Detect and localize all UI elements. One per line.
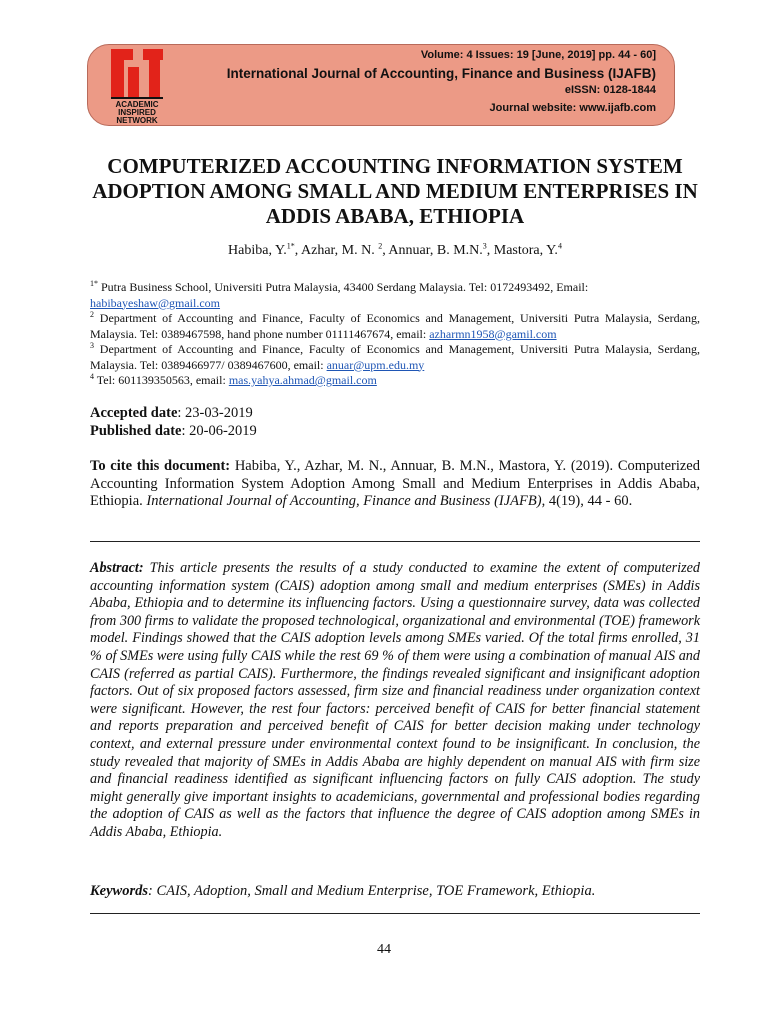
- keywords-label: Keywords: [90, 883, 148, 899]
- author-4: , Mastora, Y.: [486, 243, 558, 258]
- author-1-mark: 1*: [286, 241, 295, 251]
- title-line-1: COMPUTERIZED ACCOUNTING INFORMATION SYSTEM: [107, 154, 683, 178]
- affiliation-3-mark: 3: [90, 341, 94, 350]
- logo-word-3: NETWORK: [116, 116, 158, 123]
- page-number: 44: [377, 942, 391, 957]
- article-dates: [90, 404, 257, 440]
- title-line-3: ADDIS ABABA, ETHIOPIA: [265, 204, 525, 228]
- citation-tail: , 4(19), 44 - 60.: [541, 493, 633, 509]
- citation: [90, 458, 700, 511]
- divider-bottom: [90, 913, 700, 914]
- accepted-date: [90, 404, 257, 422]
- paper-title: [90, 154, 700, 229]
- affiliation-2: [90, 311, 700, 342]
- keywords-text: : CAIS, Adoption, Small and Medium Enterprise, TOE Framework, Ethiopia.: [148, 883, 596, 899]
- abstract-label: Abstract:: [90, 560, 144, 576]
- author-2: , Azhar, M. N.: [294, 243, 379, 258]
- journal-website[interactable]: Journal website: www.ijafb.com: [489, 101, 656, 114]
- email-link-1[interactable]: habibayeshaw@gmail.com: [90, 295, 221, 310]
- affiliation-2-mark: 2: [90, 310, 94, 319]
- affiliation-3-text: Department of Accounting and Finance, Faculty of Economics and Management, Universiti Putra Malaysia, Serdang, Malaysia. Tel: 0389466977/ 0389467600, email:: [90, 342, 700, 372]
- journal-name: International Journal of Accounting, Finance and Business (IJAFB): [226, 65, 656, 81]
- affiliation-4-text: Tel: 601139350563, email:: [94, 373, 229, 387]
- citation-journal: International Journal of Accounting, Finance and Business (IJAFB): [146, 493, 542, 509]
- author-3: , Annuar, B. M.N.: [382, 243, 483, 258]
- author-2-mark: 2: [378, 241, 383, 251]
- journal-header-text: [227, 47, 656, 117]
- published-date: [90, 422, 257, 440]
- logo-word-1: ACADEMIC: [115, 100, 159, 109]
- author-4-mark: 4: [557, 241, 562, 251]
- published-date-label: Published date: [90, 423, 182, 439]
- author-list: [90, 243, 700, 259]
- published-date-value: : 20-06-2019: [181, 423, 257, 439]
- academic-inspired-network-logo: [109, 47, 165, 123]
- affiliations: [90, 280, 700, 389]
- eissn: eISSN: 0128-1844: [564, 84, 656, 96]
- accepted-date-value: : 23-03-2019: [177, 405, 253, 421]
- affiliation-4: [90, 373, 700, 389]
- affiliation-2-text: Department of Accounting and Finance, Faculty of Economics and Management, Universiti Putra Malaysia, Serdang, Malaysia. Tel: 0389467598, hand phone number 01111467674, email:: [90, 311, 700, 341]
- affiliation-4-mark: 4: [90, 372, 94, 381]
- author-1: Habiba, Y.: [228, 243, 287, 258]
- abstract-text: This article presents the results of a study conducted to examine the extent of computerized accounting information system (CAIS) adoption among small and medium enterprises (SMEs) in Addis Ababa, Ethiopia and to determine its influencing factors. Using a questionnaire survey, data was collected from 300 firms to validate the proposed technological, organizational and environmental (TOE) framework model. Findings showed that the CAIS adoption levels among SMEs varied. Of the total firms enrolled, 31 % of SMEs were using fully CAIS while the rest 69 % of them were using a combination of manual AIS and CAIS (referred as partial CAIS). Furthermore, the findings revealed significant and insignificant adoption factors. Out of six proposed factors assessed, firm size and financial readiness under organization context were significant. However, the rest four factors: perceived benefit of CAIS for better financial statement and reports preparation and perceived benefit of CAIS for better decision making under technology context, and external pressure under environmental context found to be insignificant. In conclusion, the study revealed that majority of SMEs in Addis Ababa are highly dependent on manual AIS with firm size and financial readiness identified as significant influencing factors on fully CAIS adoption. The study might generally give important insights to academicians, governmental and professional bodies regarding the adoption of CAIS as well as the factors that influence the degree of CAIS adoption among SMEs in Addis Ababa, Ethiopia.: [90, 560, 700, 840]
- keywords: [90, 883, 700, 900]
- author-3-mark: 3: [482, 241, 487, 251]
- title-line-2: ADOPTION AMONG SMALL AND MEDIUM ENTERPRISES IN: [92, 179, 698, 203]
- affiliation-1-text: Putra Business School, Universiti Putra Malaysia, 43400 Serdang Malaysia. Tel: 0172493492, Email:: [98, 280, 589, 294]
- email-link-2[interactable]: azharmn1958@gamil.com: [429, 326, 557, 341]
- email-link-4[interactable]: mas.yahya.ahmad@gmail.com: [228, 373, 377, 387]
- citation-text: Habiba, Y., Azhar, M. N., Annuar, B. M.N., Mastora, Y. (2019). Computerized Accounting Information System Adoption Among Small and Medium Enterprises in Addis Ababa, Ethiopia.: [90, 458, 700, 509]
- affiliation-3: [90, 342, 700, 373]
- logo-word-2: INSPIRED: [118, 108, 156, 117]
- volume-info: Volume: 4 Issues: 19 [June, 2019] pp. 44 - 60]: [420, 49, 656, 61]
- abstract: [90, 560, 700, 842]
- email-link-3[interactable]: anuar@upm.edu.my: [326, 357, 425, 372]
- citation-label: To cite this document:: [90, 458, 231, 474]
- affiliation-1-mark: 1*: [90, 279, 98, 288]
- divider-top: [90, 541, 700, 542]
- accepted-date-label: Accepted date: [90, 405, 178, 421]
- affiliation-1: [90, 280, 700, 311]
